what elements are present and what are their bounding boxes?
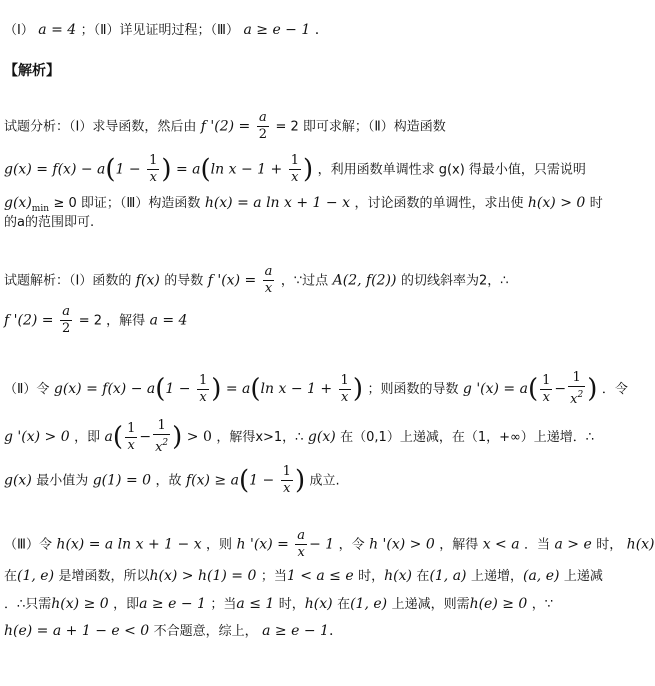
fraction-a-over-x: $\frac{a}{x}$: [264, 264, 273, 296]
part2-line-3: g(x) 最小值为 g(1) = 0 ，故 f(x) ≥ a(1 − $\frac{1}{x}$ ) 成立.: [4, 464, 340, 496]
answer-sep: ；（Ⅱ）详见证明过程；（Ⅲ）: [80, 23, 240, 38]
part2-line-2: g '(x) > 0 ，即 a( $\frac{1}{x}$ − $\frac{1}{x^2}$ ) > 0 ，解得x>1，∴ g(x) 在（0,1）上递减，在（1，+∞）上递增．∴: [4, 418, 595, 455]
solution-line-1: 试题解析：（Ⅰ）函数的 f(x) 的导数 f '(x) = $\frac{a}{x}$ ，∵过点 A(2, f(2)) 的切线斜率为2，∴: [4, 264, 509, 296]
answer-part1: （Ⅰ）: [4, 23, 34, 38]
analysis-line-2: g(x) = f(x) − a(1 − $\frac{1}{x}$ ) = a(ln x − 1 + $\frac{1}{x}$ ) ，利用函数单调性求 g(x) 得最小值，只需说明: [4, 153, 586, 185]
analysis-l1c: = 2 即可求解；（Ⅱ）构造函数: [275, 119, 446, 135]
section-title: 【解析】: [4, 63, 60, 79]
analysis-l3d: ，讨论函数的单调性，求出使: [354, 196, 524, 211]
fraction-a-over-2-b: $\frac{a}{2}$: [61, 304, 71, 336]
part3-line-4: h(e) = a + 1 − e < 0 不合题意，综上， a ≥ e − 1.: [4, 623, 334, 639]
answer-end: .: [314, 22, 320, 38]
answer-a-eq: a = 4: [38, 22, 77, 38]
analysis-line-3: $g(x)_{min} \ge 0$ 即证；（Ⅲ）构造函数 h(x) = a ln x + 1 − x ，讨论函数的单调性，求出使 h(x) > 0 时: [4, 195, 603, 214]
analysis-l3f: 时: [589, 196, 603, 211]
part3-line-2: 在(1, e) 是增函数，所以h(x) > h(1) = 0 ；当1 < a ≤ e 时，h(x) 在(1, a) 上递增，(a, e) 上递减: [4, 568, 603, 584]
analysis-l3a: g(x): [4, 195, 32, 211]
analysis-l2a: g(x) = f(x) − a: [4, 161, 106, 178]
analysis-l3b: ≥ 0 即证；（Ⅲ）构造函数: [53, 196, 201, 211]
solution-line-2: f '(2) = $\frac{a}{2}$ = 2 ，解得 a = 4: [4, 304, 188, 336]
answer-line: [4, 20, 626, 41]
answer-a-ge: a ≥ e − 1: [243, 22, 311, 38]
analysis-line-1: [4, 110, 626, 143]
fraction-1-over-x: $\frac{1}{x}$: [149, 153, 158, 185]
part3-line-1: （Ⅲ）令 h(x) = a ln x + 1 − x ，则 h '(x) = $\frac{a}{x}$ − 1 ，令 h '(x) > 0 ，解得 x < a ．当 a > e 时， h(x): [4, 528, 655, 560]
analysis-l2c: = a: [175, 161, 201, 178]
analysis-l3e: h(x) > 0: [527, 195, 586, 211]
fraction-1-over-x-2: $\frac{1}{x}$: [290, 153, 299, 185]
analysis-l1a: 试题分析：（Ⅰ）求导函数，然后由: [4, 119, 197, 135]
analysis-l1b: f '(2) =: [200, 118, 251, 135]
part3-line-3: ．∴只需h(x) ≥ 0 ，即a ≥ e − 1 ；当a ≤ 1 时，h(x) 在(1, e) 上递减，则需h(e) ≥ 0 ，∵: [4, 596, 554, 612]
fraction-a-over-2: $\frac{a}{2}$: [258, 110, 268, 142]
analysis-line-4: 的a的范围即可.: [4, 215, 95, 230]
analysis-l3c: h(x) = a ln x + 1 − x: [204, 195, 350, 211]
analysis-l2e: ，利用函数单调性求 g(x) 得最小值，只需说明: [317, 162, 586, 178]
part2-line-1: （Ⅱ）令 g(x) = f(x) − a(1 − $\frac{1}{x}$ ) = a(ln x − 1 + $\frac{1}{x}$ ) ；则函数的导数 g '(x) = a( $\frac{1}{x}$ − $\frac{1}{x^2}$ ) ．令: [4, 370, 628, 407]
